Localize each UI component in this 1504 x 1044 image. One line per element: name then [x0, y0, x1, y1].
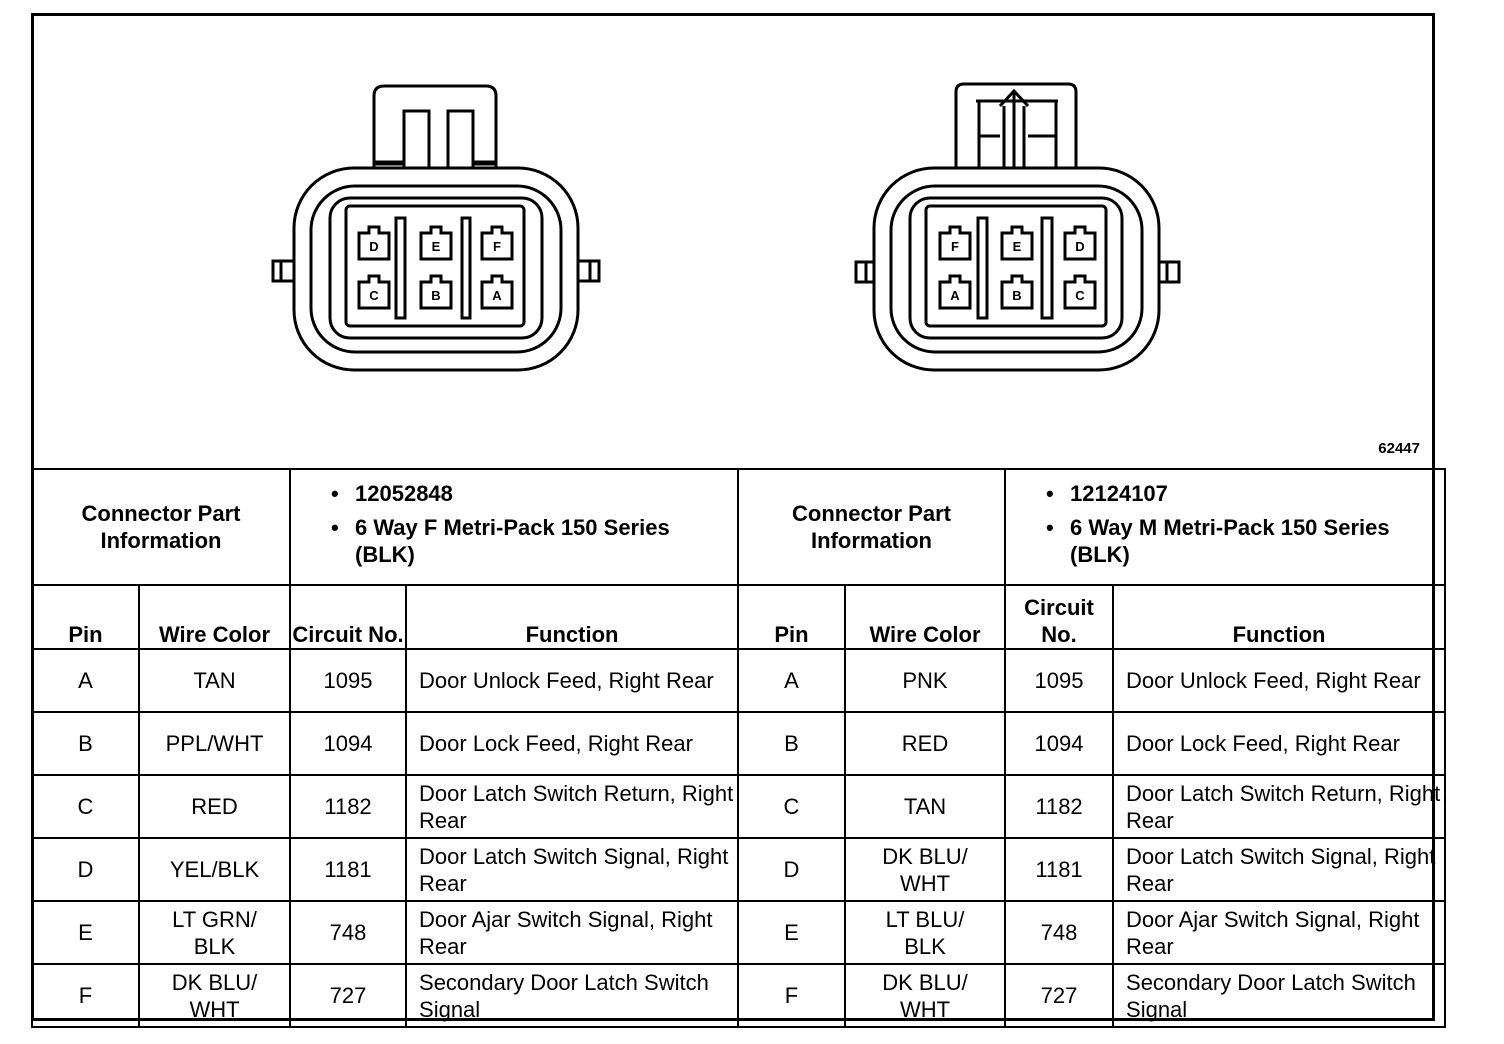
- function-cell: Secondary Door Latch Switch Signal: [1113, 964, 1445, 1027]
- connector-diagram-area: [34, 16, 1432, 468]
- function-header: Function: [1113, 585, 1445, 649]
- pin-cell: E: [32, 901, 139, 964]
- connector-part-details: [290, 469, 738, 585]
- pin-cell: A: [738, 649, 845, 712]
- function-cell: Door Latch Switch Signal, Right Rear: [1113, 838, 1445, 901]
- table-row: [32, 964, 738, 1027]
- pin-cell: A: [32, 649, 139, 712]
- male-connector-table: [737, 468, 1446, 1028]
- pin-label: B: [431, 288, 441, 303]
- pin-label: A: [492, 288, 502, 303]
- connector-part-details: [1005, 469, 1445, 585]
- circuit-cell: 1095: [1005, 649, 1113, 712]
- function-cell: Door Unlock Feed, Right Rear: [1113, 649, 1445, 712]
- circuit-cell: 1181: [290, 838, 406, 901]
- circuit-cell: 748: [1005, 901, 1113, 964]
- pin-label: D: [1075, 239, 1085, 254]
- pin-label: C: [1075, 288, 1085, 303]
- table-row: [32, 649, 738, 712]
- circuit-cell: 1094: [290, 712, 406, 775]
- wire-color-header: Wire Color: [845, 585, 1005, 649]
- circuit-cell: 727: [1005, 964, 1113, 1027]
- table-row: [738, 964, 1445, 1027]
- pin-cell: B: [738, 712, 845, 775]
- pin-label: A: [950, 288, 960, 303]
- column-header-row: [738, 585, 1445, 649]
- wire-color-cell: RED: [139, 775, 290, 838]
- table-row: [738, 712, 1445, 775]
- pin-cell: F: [32, 964, 139, 1027]
- connector-info-row: [738, 469, 1445, 585]
- wire-color-cell: DK BLU/ WHT: [845, 964, 1005, 1027]
- pin-label: F: [493, 239, 501, 254]
- pin-cell: C: [32, 775, 139, 838]
- function-cell: Door Latch Switch Return, Right Rear: [1113, 775, 1445, 838]
- wire-color-cell: DK BLU/ WHT: [139, 964, 290, 1027]
- pin-cell: D: [32, 838, 139, 901]
- pin-cell: B: [32, 712, 139, 775]
- pin-cell: F: [738, 964, 845, 1027]
- table-row: [32, 775, 738, 838]
- figure-id: 62447: [1378, 440, 1420, 457]
- table-row: [738, 649, 1445, 712]
- connector-male-drawing: [856, 84, 1179, 370]
- wire-color-cell: YEL/BLK: [139, 838, 290, 901]
- function-cell: Door Latch Switch Signal, Right Rear: [406, 838, 738, 901]
- table-row: [32, 901, 738, 964]
- pin-label: F: [951, 239, 959, 254]
- column-header-row: [32, 585, 738, 649]
- pin-label: D: [369, 239, 379, 254]
- circuit-cell: 1181: [1005, 838, 1113, 901]
- table-row: [738, 775, 1445, 838]
- table-row: [32, 838, 738, 901]
- circuit-cell: 1095: [290, 649, 406, 712]
- circuit-cell: 748: [290, 901, 406, 964]
- figure-frame: [31, 13, 1441, 1022]
- connector-diagrams: [34, 16, 1432, 468]
- function-cell: Door Ajar Switch Signal, Right Rear: [1113, 901, 1445, 964]
- part-description: • 6 Way F Metri-Pack 150 Series (BLK): [331, 514, 733, 568]
- function-cell: Door Lock Feed, Right Rear: [406, 712, 738, 775]
- circuit-cell: 1094: [1005, 712, 1113, 775]
- wire-color-cell: LT BLU/ BLK: [845, 901, 1005, 964]
- table-row: [32, 712, 738, 775]
- wire-color-cell: DK BLU/ WHT: [845, 838, 1005, 901]
- part-description: • 6 Way M Metri-Pack 150 Series (BLK): [1046, 514, 1440, 568]
- pin-cell: C: [738, 775, 845, 838]
- function-cell: Door Lock Feed, Right Rear: [1113, 712, 1445, 775]
- pin-header: Pin: [32, 585, 139, 649]
- wire-color-header: Wire Color: [139, 585, 290, 649]
- circuit-cell: 1182: [290, 775, 406, 838]
- part-number: • 12124107: [1046, 480, 1440, 507]
- pin-label: E: [431, 239, 441, 254]
- circuit-header: Circuit No.: [1005, 585, 1113, 649]
- connector-info-label: Connector Part Information: [32, 469, 290, 585]
- wire-color-cell: PNK: [845, 649, 1005, 712]
- part-number: • 12052848: [331, 480, 733, 507]
- pin-label: C: [369, 288, 379, 303]
- connector-female-drawing: [273, 86, 599, 370]
- connector-info-label: Connector Part Information: [738, 469, 1005, 585]
- circuit-cell: 1182: [1005, 775, 1113, 838]
- pin-label: E: [1012, 239, 1022, 254]
- function-cell: Secondary Door Latch Switch Signal: [406, 964, 738, 1027]
- wire-color-cell: TAN: [139, 649, 290, 712]
- circuit-header: Circuit No.: [290, 585, 406, 649]
- pin-label: B: [1012, 288, 1022, 303]
- wire-color-cell: PPL/WHT: [139, 712, 290, 775]
- table-row: [738, 901, 1445, 964]
- wire-color-cell: RED: [845, 712, 1005, 775]
- wire-color-cell: TAN: [845, 775, 1005, 838]
- function-cell: Door Ajar Switch Signal, Right Rear: [406, 901, 738, 964]
- circuit-cell: 727: [290, 964, 406, 1027]
- function-cell: Door Latch Switch Return, Right Rear: [406, 775, 738, 838]
- function-cell: Door Unlock Feed, Right Rear: [406, 649, 738, 712]
- female-connector-table: [31, 468, 739, 1028]
- table-row: [738, 838, 1445, 901]
- pin-header: Pin: [738, 585, 845, 649]
- connector-info-row: [32, 469, 738, 585]
- wire-color-cell: LT GRN/ BLK: [139, 901, 290, 964]
- pin-cell: D: [738, 838, 845, 901]
- pin-cell: E: [738, 901, 845, 964]
- function-header: Function: [406, 585, 738, 649]
